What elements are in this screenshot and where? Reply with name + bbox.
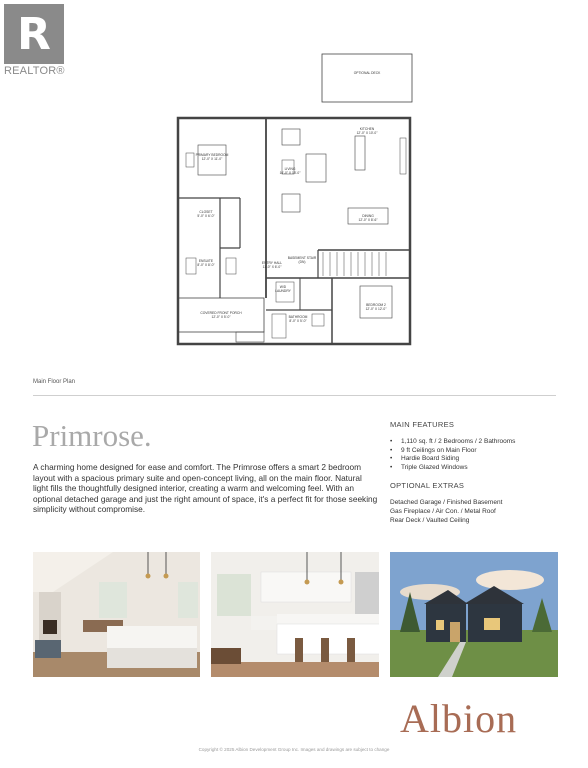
feature-item: • 1,110 sq. ft / 2 Bedrooms / 2 Bathrooms <box>390 438 560 447</box>
realtor-logo[interactable] <box>4 4 68 77</box>
plan-label-living-size: 16'-0" X 15'-0" <box>279 171 301 175</box>
plan-label-deck: OPTIONAL DECK <box>353 71 381 75</box>
main-features-title: MAIN FEATURES <box>390 420 455 429</box>
copyright-notice: Copyright © 2025 Albion Development Group Inc. Images and drawings are subject to change <box>198 747 390 752</box>
plan-label-laundry-sub: LAUNDRY <box>275 289 291 293</box>
realtor-logo-letter: R <box>17 8 51 60</box>
plan-label-bathroom-size: 8'-0" X 5'-0" <box>289 319 307 323</box>
model-title: Primrose. <box>32 418 152 453</box>
plan-label-porch-size: 12'-0" X 5'-0" <box>211 315 231 319</box>
plan-label-kitchen-size: 12'-0" X 10'-0" <box>356 131 378 135</box>
feature-item: • Hardie Board Siding <box>390 455 560 464</box>
plan-label-dining: DINING <box>362 214 374 218</box>
plan-label-dining-size: 12'-0" X 8'-6" <box>358 218 378 222</box>
living-room-photo <box>33 552 200 677</box>
main-features-list <box>390 438 560 472</box>
floor-plan-drawing <box>160 48 430 348</box>
optional-extras-list <box>390 499 560 525</box>
plan-label-closet: CLOSET <box>199 210 213 214</box>
kitchen-photo <box>211 552 379 677</box>
plan-label-living: LIVING <box>284 167 296 171</box>
realtor-wordmark: REALTOR® <box>4 65 65 77</box>
extra-item: Gas Fireplace / Air Con. / Metal Roof <box>390 507 496 515</box>
plan-label-laundry: W/D <box>279 285 287 289</box>
feature-item: • Triple Glazed Windows <box>390 464 560 473</box>
floor-plan <box>160 48 430 348</box>
plan-caption: Main Floor Plan <box>33 379 76 385</box>
brand-logo: Albion <box>400 696 518 741</box>
plan-label-ensuite: ENSUITE <box>198 259 214 263</box>
plan-label-bathroom: BATHROOM <box>288 315 308 319</box>
plan-label-primary: PRIMARY BEDROOM <box>195 153 229 157</box>
plan-label-bedroom2-size: 12'-0" X 12'-0" <box>365 307 387 311</box>
plan-label-closet-size: 5'-0" X 6'-0" <box>197 214 215 218</box>
extra-item: Rear Deck / Vaulted Ceiling <box>390 516 470 524</box>
divider <box>33 395 556 396</box>
realtor-logo-mark <box>4 4 64 64</box>
plan-label-porch: COVERED FRONT PORCH <box>200 311 242 315</box>
extra-item: Detached Garage / Finished Basement <box>390 499 503 507</box>
plan-label-entry: ENTRY HALL <box>261 261 283 265</box>
feature-item: • 9 ft Ceilings on Main Floor <box>390 447 560 456</box>
exterior-photo <box>390 552 558 677</box>
features-panel <box>390 420 560 525</box>
optional-extras-title: OPTIONAL EXTRAS <box>390 481 465 491</box>
plan-label-ensuite-size: 8'-0" X 8'-0" <box>197 263 215 267</box>
plan-label-kitchen: KITCHEN <box>359 127 375 131</box>
plan-label-basement-sub: (DN) <box>298 260 306 264</box>
plan-label-basement: BASEMENT STAIR <box>287 256 317 260</box>
plan-label-bedroom2: BEDROOM 2 <box>366 303 386 307</box>
plan-label-primary-size: 12'-0" X 11'-0" <box>201 157 223 161</box>
plan-label-entry-size: 11'-0" X 6'-0" <box>262 265 282 269</box>
model-description: A charming home designed for ease and comfort. The Primrose offers a smart 2 bedroom layout with a spacious primary suite and open-concept living, all on the main floor. Natural light fills the thoughtfully designed interior, creating a warm and welcoming feel. With an optional detached garage and just the right amount of space, it's a perfect fit for those seeking simplicity without compromise. <box>33 462 378 515</box>
